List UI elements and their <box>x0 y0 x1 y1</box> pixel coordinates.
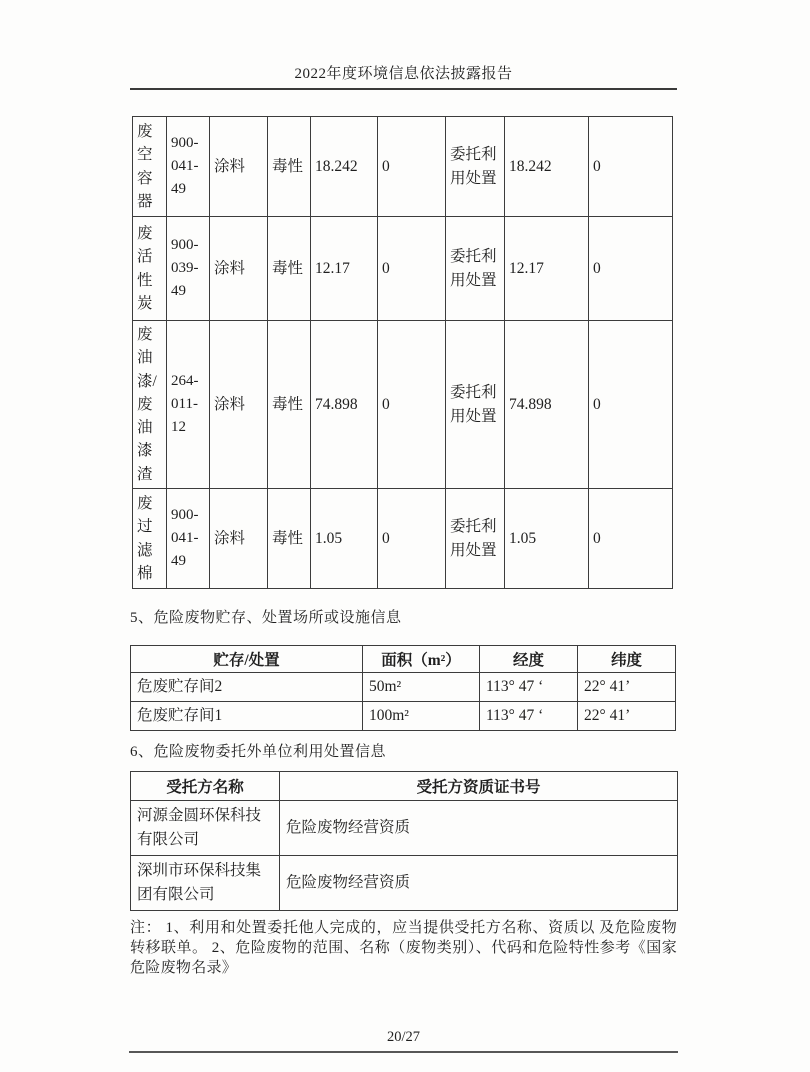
entrusted-unit-cell: 河源金圆环保科技有限公司 <box>131 801 280 856</box>
footer-divider-line <box>129 1051 678 1053</box>
waste-hazard-cell: 毒性 <box>268 217 311 321</box>
waste-remain-cell: 0 <box>589 117 673 217</box>
waste-hazard-cell: 毒性 <box>268 321 311 489</box>
entrusted-units-table <box>130 771 678 911</box>
content-area <box>130 0 677 978</box>
waste-name-cell: 废空容器 <box>133 117 167 217</box>
entrusted-col-header: 受托方资质证书号 <box>280 772 678 801</box>
waste-source-cell: 涂料 <box>210 489 268 589</box>
waste-name-cell: 废活性炭 <box>133 217 167 321</box>
waste-disposed-cell: 1.05 <box>505 489 589 589</box>
waste-remain-cell: 0 <box>589 321 673 489</box>
section6-heading: 6、危险废物委托外单位利用处置信息 <box>130 744 387 760</box>
waste-source-cell: 涂料 <box>210 217 268 321</box>
waste-stored-cell: 0 <box>378 217 446 321</box>
waste-source-cell: 涂料 <box>210 117 268 217</box>
storage-longitude-cell: 113° 47 ‘ <box>480 673 578 702</box>
waste-row <box>133 217 673 321</box>
entrusted-row <box>131 856 678 911</box>
waste-code-cell: 264-011-12 <box>167 321 210 489</box>
waste-code-cell: 900-041-49 <box>167 489 210 589</box>
waste-hazard-cell: 毒性 <box>268 117 311 217</box>
footnote-text: 注： 1、利用和处置委托他人完成的，应当提供受托方名称、资质以 及危险废物转移联单。 2、危险废物的范围、名称（废物类别）、代码和危险特性参考《国家危险废物名录》 <box>130 920 677 976</box>
storage-col-header: 经度 <box>480 646 578 673</box>
waste-disposed-cell: 74.898 <box>505 321 589 489</box>
storage-row <box>131 673 676 702</box>
waste-code-cell: 900-041-49 <box>167 117 210 217</box>
waste-stored-cell: 0 <box>378 489 446 589</box>
header-divider-line <box>130 88 677 90</box>
storage-row <box>131 702 676 731</box>
entrusted-qualification-cell: 危险废物经营资质 <box>280 856 678 911</box>
storage-latitude-cell: 22° 41’ <box>578 673 676 702</box>
waste-generated-cell: 74.898 <box>311 321 378 489</box>
document-title: 2022年度环境信息依法披露报告 <box>294 66 513 82</box>
waste-name-cell: 废过滤棉 <box>133 489 167 589</box>
waste-remain-cell: 0 <box>589 217 673 321</box>
storage-site-cell: 危废贮存间2 <box>131 673 363 702</box>
entrusted-row <box>131 801 678 856</box>
waste-name-cell: 废油漆/废油漆渣 <box>133 321 167 489</box>
storage-site-cell: 危废贮存间1 <box>131 702 363 731</box>
storage-latitude-cell: 22° 41’ <box>578 702 676 731</box>
storage-area-cell: 50m² <box>363 673 480 702</box>
waste-method-cell: 委托利用处置 <box>446 117 505 217</box>
entrusted-unit-cell: 深圳市环保科技集团有限公司 <box>131 856 280 911</box>
storage-col-header: 面积（m²） <box>363 646 480 673</box>
waste-row <box>133 117 673 217</box>
waste-generated-cell: 18.242 <box>311 117 378 217</box>
entrusted-header-row <box>131 772 678 801</box>
waste-generated-cell: 1.05 <box>311 489 378 589</box>
waste-disposed-cell: 18.242 <box>505 117 589 217</box>
storage-col-header: 纬度 <box>578 646 676 673</box>
page-number: 20/27 <box>386 1029 421 1045</box>
storage-col-header: 贮存/处置 <box>131 646 363 673</box>
waste-disposed-cell: 12.17 <box>505 217 589 321</box>
waste-row <box>133 489 673 589</box>
hazardous-waste-table <box>132 116 673 589</box>
storage-sites-table <box>130 645 676 731</box>
section5-heading: 5、危险废物贮存、处置场所或设施信息 <box>130 610 402 626</box>
storage-longitude-cell: 113° 47 ‘ <box>480 702 578 731</box>
storage-header-row <box>131 646 676 673</box>
waste-source-cell: 涂料 <box>210 321 268 489</box>
entrusted-col-header: 受托方名称 <box>131 772 280 801</box>
waste-hazard-cell: 毒性 <box>268 489 311 589</box>
waste-generated-cell: 12.17 <box>311 217 378 321</box>
storage-area-cell: 100m² <box>363 702 480 731</box>
waste-method-cell: 委托利用处置 <box>446 217 505 321</box>
waste-method-cell: 委托利用处置 <box>446 489 505 589</box>
waste-stored-cell: 0 <box>378 321 446 489</box>
waste-code-cell: 900-039-49 <box>167 217 210 321</box>
waste-method-cell: 委托利用处置 <box>446 321 505 489</box>
entrusted-qualification-cell: 危险废物经营资质 <box>280 801 678 856</box>
waste-stored-cell: 0 <box>378 117 446 217</box>
waste-row <box>133 321 673 489</box>
waste-remain-cell: 0 <box>589 489 673 589</box>
